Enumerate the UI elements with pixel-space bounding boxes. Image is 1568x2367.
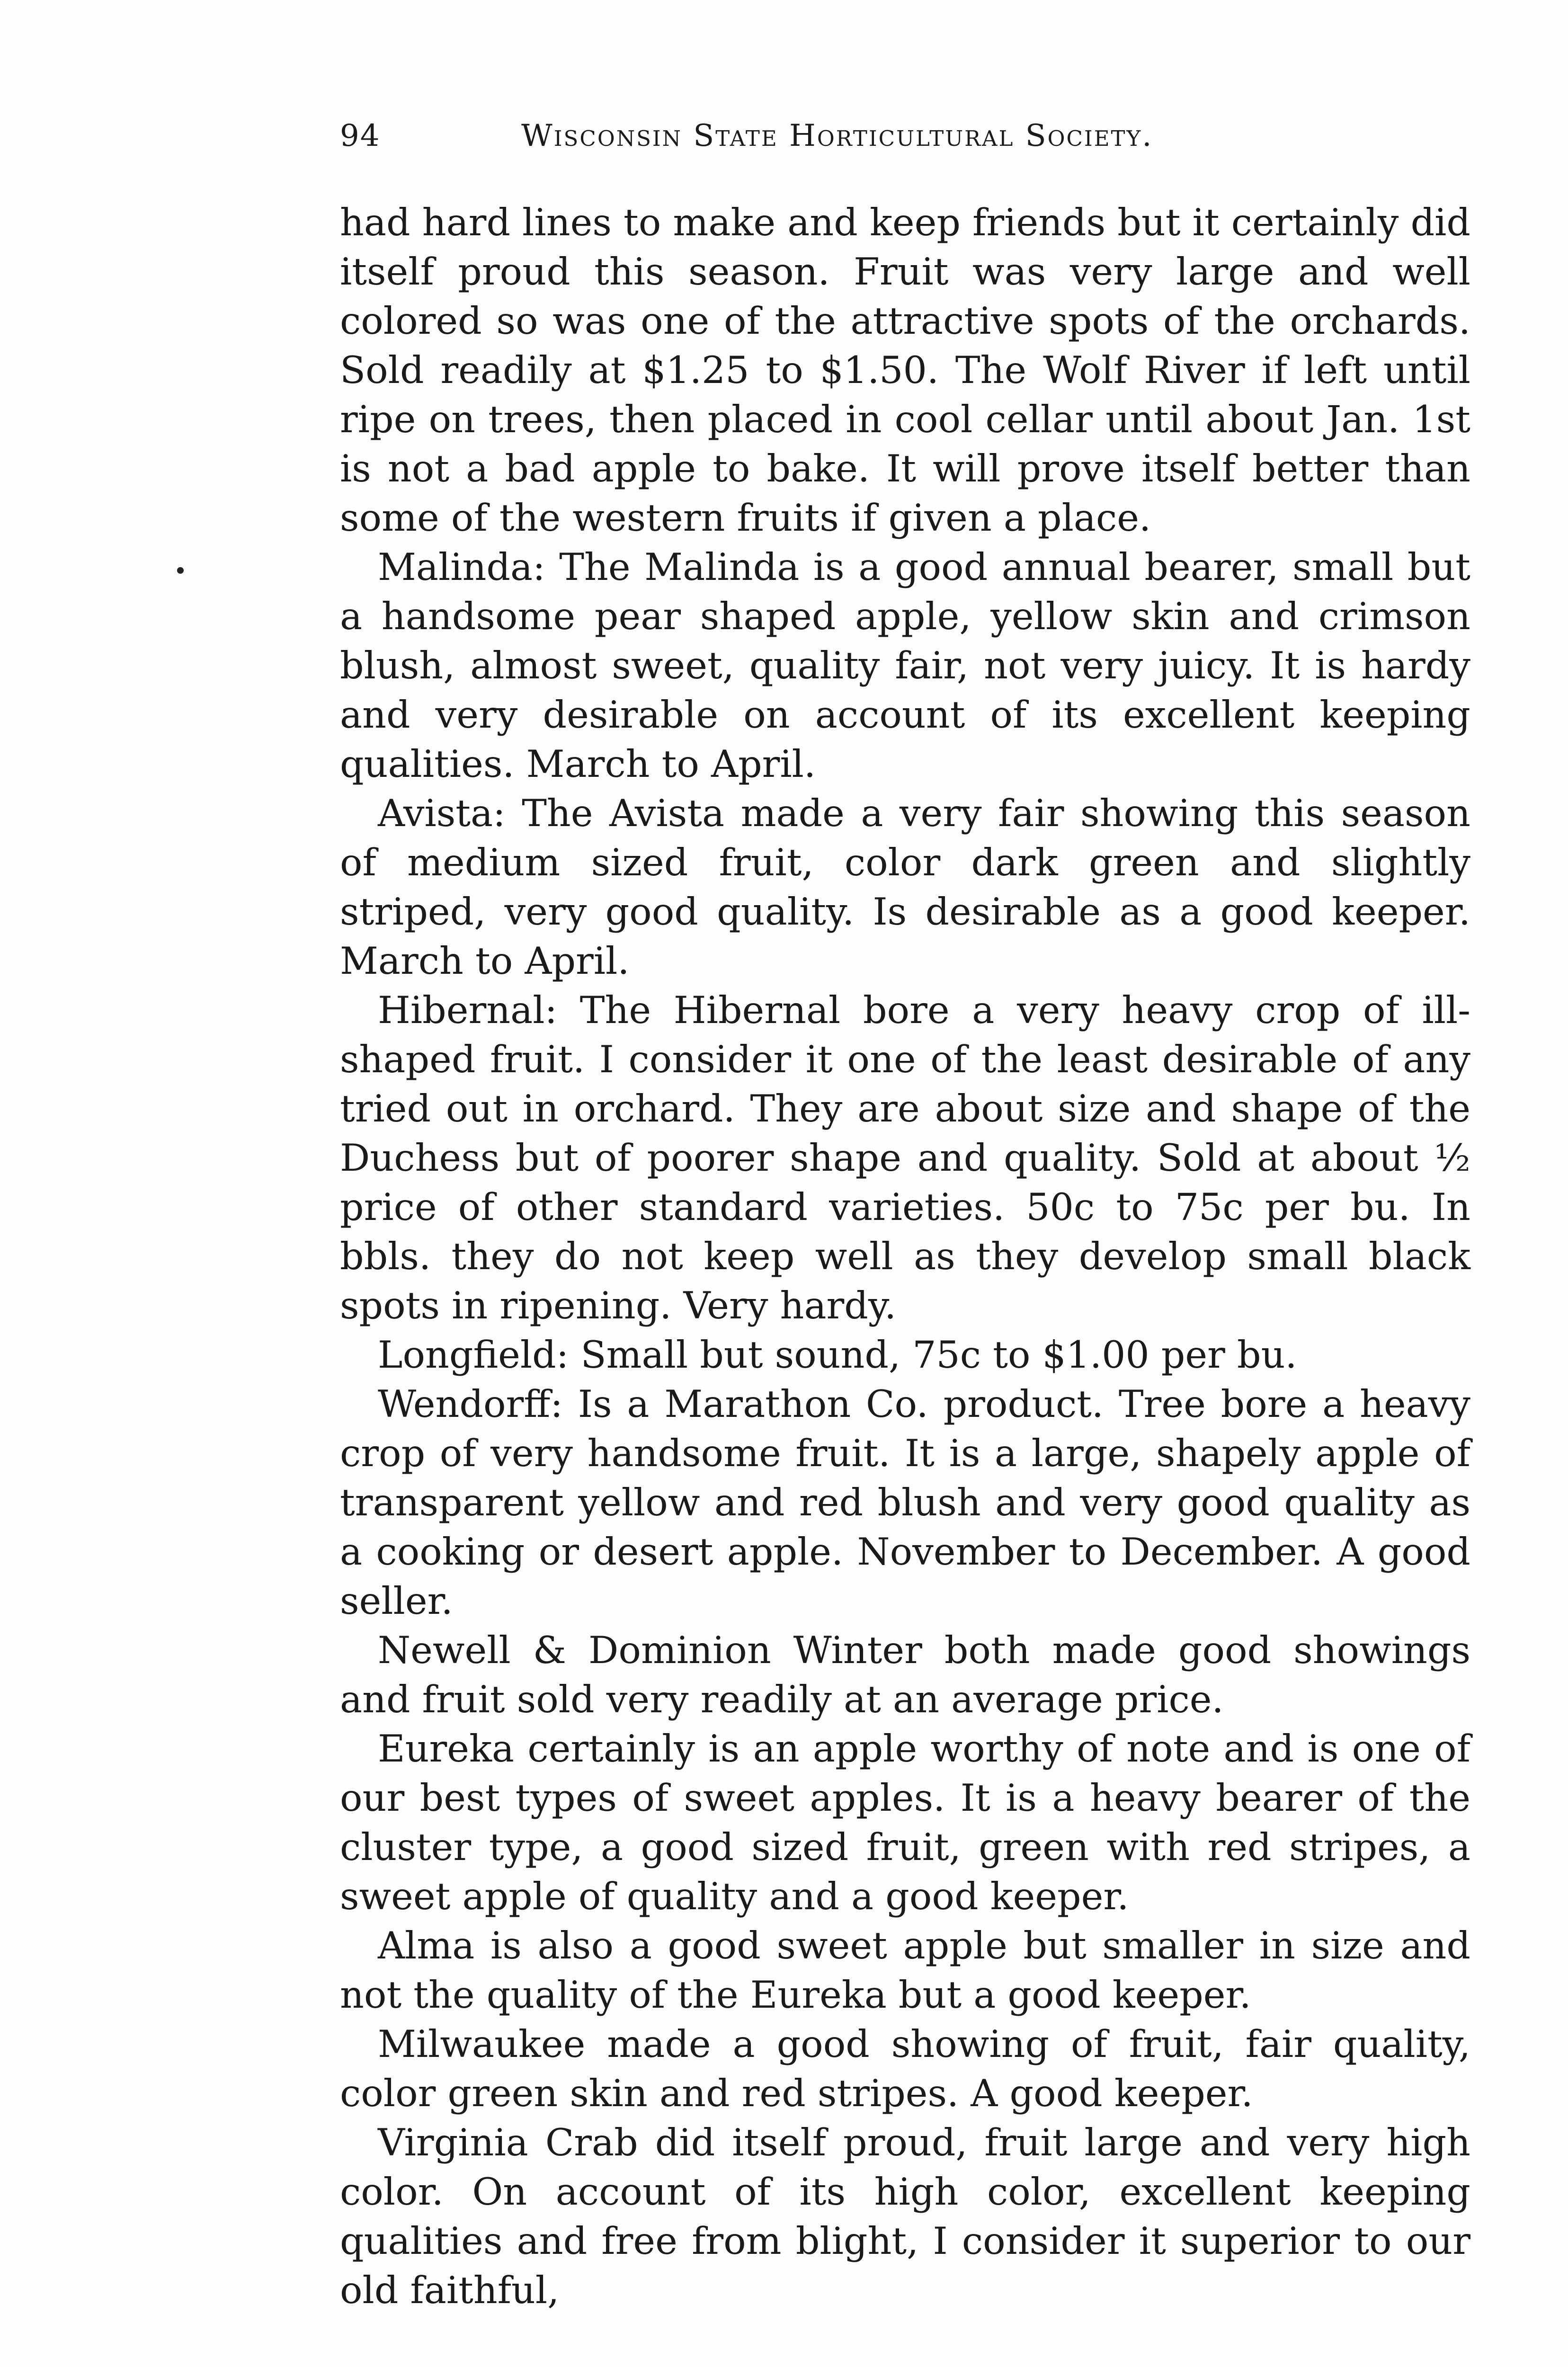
paragraph-text: Small but sound, 75c to $1.00 per bu. xyxy=(569,1333,1297,1377)
paragraph-wendorff xyxy=(340,1379,1470,1626)
variety-name: Longfield: xyxy=(378,1333,569,1377)
paragraph-text: Virginia Crab did itself proud, fruit large and very high color. On account of its high color, excellent keeping qualities and free from blight, I consider it superior to our old faithful, xyxy=(340,2121,1470,2312)
paragraph-text: Is a Marathon Co. product. Tree bore a heavy crop of very handsome fruit. It is a large, shapely apple of transparent yellow and red blush and very good quality as a cooking or desert apple. November to December. A good seller. xyxy=(340,1382,1470,1623)
paragraph-newell-dominion xyxy=(340,1626,1470,1724)
variety-name: Malinda: xyxy=(378,545,545,589)
paragraph-text: The Malinda is a good annual bearer, small but a handsome pear shaped apple, yellow skin and crimson blush, almost sweet, quality fair, not very juicy. It is hardy and very desirable on account of its excellent keeping qualities. March to April. xyxy=(340,545,1470,786)
paragraph-text: Milwaukee made a good showing of fruit, fair quality, color green skin and red stripes. A good keeper. xyxy=(340,2022,1470,2115)
page-header xyxy=(340,118,1287,175)
paragraph-alma xyxy=(340,1921,1470,2020)
variety-name: Avista: xyxy=(378,792,506,835)
paragraph-virginia-crab xyxy=(340,2118,1470,2315)
paragraph-malinda xyxy=(340,543,1470,789)
paragraph-text: The Avista made a very fair showing this season of medium sized fruit, color dark green and slightly striped, very good quality. Is desirable as a good keeper. March to April. xyxy=(340,792,1470,983)
paragraph-text: had hard lines to make and keep friends but it certainly did itself proud this season. Fruit was very large and well colored so was one of the attractive spots of the orchards. Sold readily at $1.25 to $1.50. The Wolf River if left until ripe on trees, then placed in cool cellar until about Jan. 1st is not a bad apple to bake. It will prove itself better than some of the western fruits if given a place. xyxy=(340,201,1470,540)
running-title: Wisconsin State Horticultural Society. xyxy=(521,118,1153,153)
paragraph-hibernal xyxy=(340,986,1470,1330)
variety-name: Wendorff: xyxy=(378,1382,563,1426)
paragraph-longfield xyxy=(340,1330,1470,1379)
paragraph-continuation xyxy=(340,198,1470,543)
paragraph-eureka xyxy=(340,1724,1470,1921)
paragraph-milwaukee xyxy=(340,2020,1470,2118)
paragraph-avista xyxy=(340,789,1470,986)
variety-name: Hibernal: xyxy=(378,988,558,1032)
page-number: 94 xyxy=(340,118,381,153)
paragraph-text: Alma is also a good sweet apple but smaller in size and not the quality of the Eureka but a good keeper. xyxy=(340,1924,1470,2017)
stray-ink-mark xyxy=(177,567,184,574)
paragraph-text: Eureka certainly is an apple worthy of note and is one of our best types of sweet apples. It is a heavy bearer of the cluster type, a good sized fruit, green with red stripes, a sweet apple of quality and a good keeper. xyxy=(340,1727,1470,1918)
paragraph-text: The Hibernal bore a very heavy crop of ill-shaped fruit. I consider it one of the least desirable of any tried out in orchard. They are about size and shape of the Duchess but of poorer shape and quality. Sold at about ½ price of other standard varieties. 50c to 75c per bu. In bbls. they do not keep well as they develop small black spots in ripening. Very hardy. xyxy=(340,988,1470,1327)
body-text xyxy=(340,198,1470,2315)
paragraph-text: Newell & Dominion Winter both made good showings and fruit sold very readily at an average price. xyxy=(340,1628,1470,1721)
